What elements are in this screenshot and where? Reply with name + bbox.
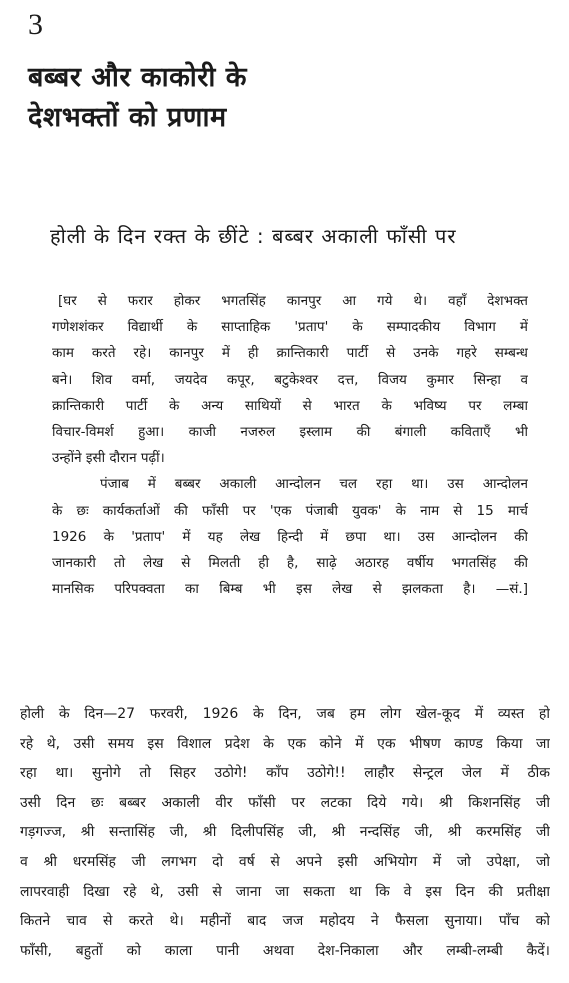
body-line: होली के दिन—27 फरवरी, 1926 के दिन, जब हम लोग खेल-कूद में व्यस्त हो [20,706,550,722]
editor-note-line: गणेशशंकर विद्यार्थी के साप्ताहिक 'प्रताप' के सम्पादकीय विभाग में [52,319,528,336]
body-paragraph [20,700,550,966]
body-line: व श्री धरमसिंह जी लगभग दो वर्ष से अपने इसी अभियोग में जो उपेक्षा, जो [20,853,550,870]
editor-note-line: के छः कार्यकर्ताओं की फाँसी पर 'एक पंजाबी युवक' के नाम से 15 मार्च [52,502,528,519]
editor-note-line: काम करते रहे। कानपुर में ही क्रान्तिकारी पार्टी से उनके गहरे सम्बन्ध [52,345,528,362]
body-line: रहे थे, उसी समय इस विशाल प्रदेश के एक कोने में एक भीषण काण्ड किया जा [20,735,550,752]
editor-note-line: उन्होंने इसी दौरान पढ़ीं। [52,450,165,467]
section-heading: होली के दिन रक्त के छींटे : बब्बर अकाली फाँसी पर [50,224,457,248]
body-line: रहा था। सुनोगे तो सिहर उठोगे! काँप उठोगे!! लाहौर सेन्ट्रल जेल में ठीक [20,765,550,782]
body-line: गड़गज्ज, श्री सन्तासिंह जी, श्री दिलीपसिंह जी, श्री नन्दसिंह जी, श्री करमसिंह जी [20,824,550,841]
body-line: कितने चाव से करते थे। महीनों बाद जज महोदय ने फैसला सुनाया। पाँच को [20,913,550,930]
editor-note-line: 1926 के 'प्रताप' में यह लेख हिन्दी में छपा था। उस आन्दोलन की [52,528,528,545]
editor-note-line: मानसिक परिपक्वता का बिम्ब भी इस लेख से झलकता है। —सं.] [52,581,528,598]
editor-note-line: विचार-विमर्श हुआ। काजी नजरुल इस्लाम की बंगाली कविताएँ भी [52,424,528,441]
editor-note-line: जानकारी तो लेख से मिलती ही है, साढ़े अठारह वर्षीय भगतसिंह की [52,555,528,572]
body-line: उसी दिन छः बब्बर अकाली वीर फाँसी पर लटका दिये गये। श्री किशनसिंह जी [20,794,550,811]
body-line: फाँसी, बहुतों को काला पानी अथवा देश-निकाला और लम्बी-लम्बी कैदें। [20,942,550,959]
chapter-title [28,58,548,138]
chapter-title-line: बब्बर और काकोरी के [28,62,247,93]
editor-note [52,288,528,602]
editor-note-line: [घर से फरार होकर भगतसिंह कानपुर आ गये थे। वहाँ देशभक्त [58,293,528,309]
body-line: लापरवाही दिखा रहे थे, उसी से जाना जा सकता था कि वे इस दिन की प्रतीक्षा [20,883,550,900]
editor-note-line: पंजाब में बब्बर अकाली आन्दोलन चल रहा था। उस आन्दोलन [100,476,528,493]
editor-note-line: बने। शिव वर्मा, जयदेव कपूर, बटुकेश्वर दत्त, विजय कुमार सिन्हा व [52,371,528,388]
editor-note-line: क्रान्तिकारी पार्टी के अन्य साथियों से भारत के भविष्य पर लम्बा [52,397,528,414]
chapter-number: 3 [28,8,43,41]
chapter-title-line: देशभक्तों को प्रणाम [28,102,227,133]
